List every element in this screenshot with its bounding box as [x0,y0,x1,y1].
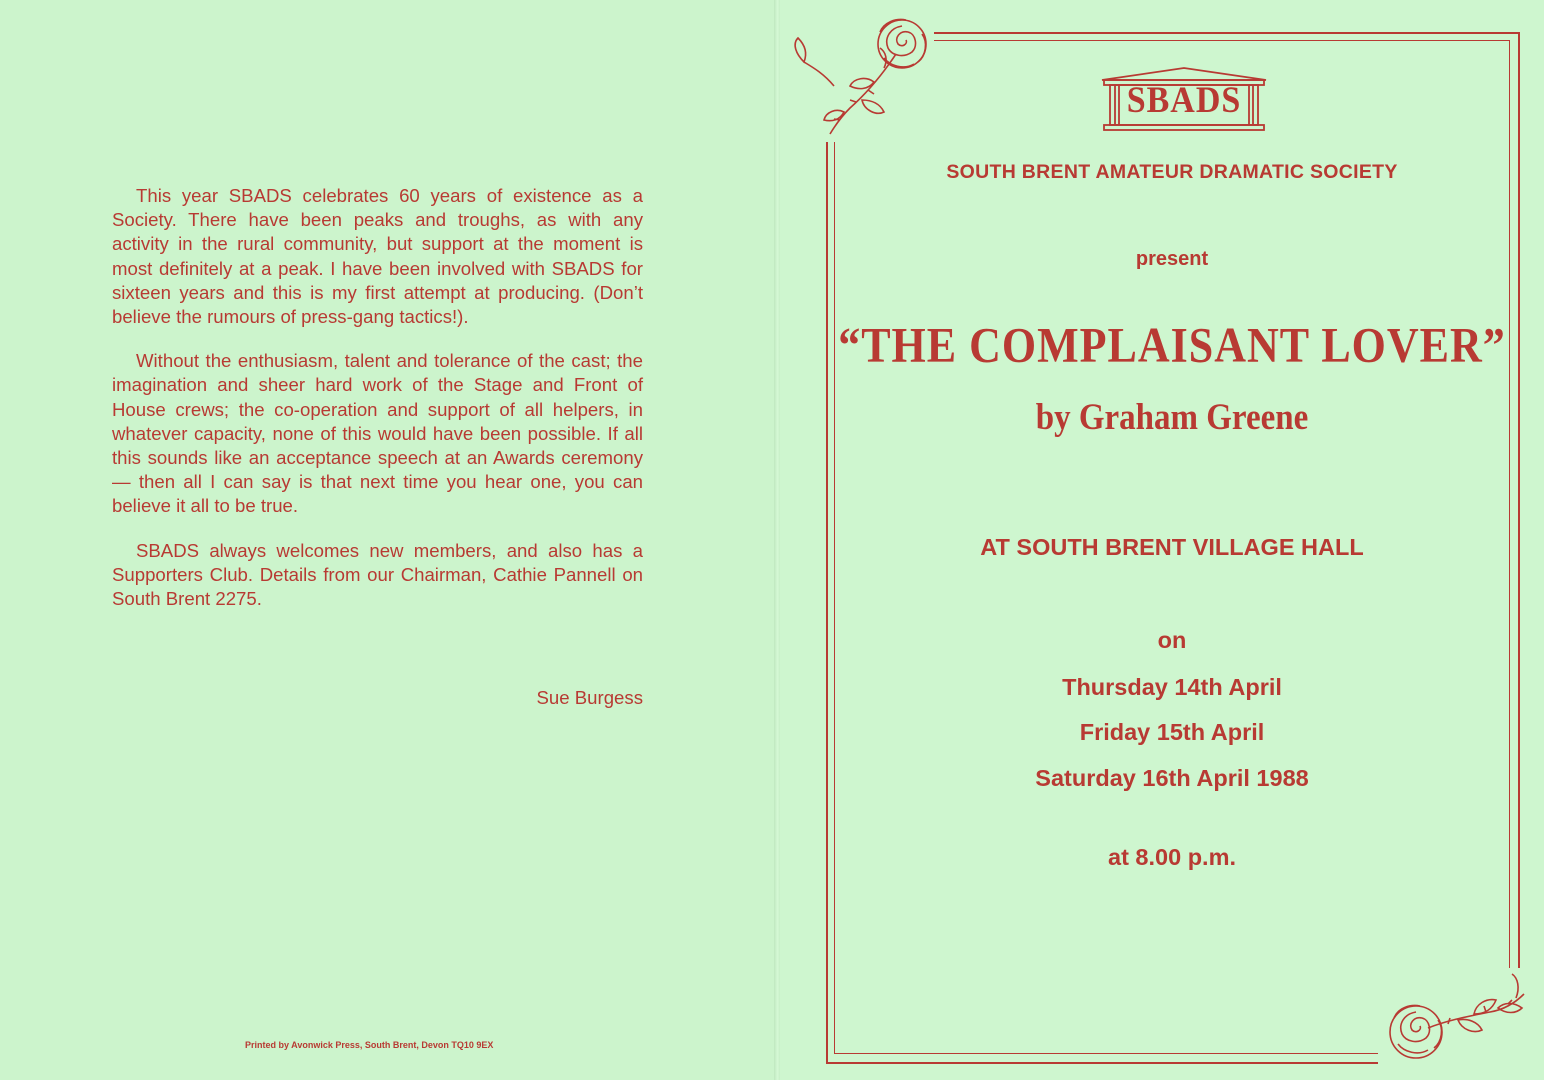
performance-date: Thursday 14th April [1062,674,1282,700]
letter-paragraph-3: SBADS always welcomes new members, and also has a Supporters Club. Details from our Chairman, Cathie Pannell on South Brent 2275. [112,539,643,610]
author-line: by Graham Greene [1035,397,1309,439]
producer-letter [112,184,643,631]
letter-paragraph-1: This year SBADS celebrates 60 years of existence as a Society. There have been peaks and troughs, as with any activity in the rural community, but support at the moment is most definitely at a peak. I have been involved with SBADS for sixteen years and this is my first attempt at producing. (Don’t believe the rumours of press-gang tactics!). [112,185,643,328]
performance-time: at 8.00 p.m. [1108,844,1236,870]
logo-wordmark: SBADS [1126,80,1242,121]
on-label: on [1157,627,1187,653]
performance-date: Friday 15th April [1079,719,1265,745]
letter-paragraph-2: Without the enthusiasm, talent and tolerance of the cast; the imagination and sheer hard work of the Stage and Front of House crews; the co-operation and support of all helpers, in whatever capacity, none of this would have been possible. If all this sounds like an acceptance speech at an Awards ceremony — then all I can say is that next time you hear one, you can believe it all to be true. [112,350,643,517]
rose-icon [1378,968,1530,1072]
performance-date: Saturday 16th April 1988 [1035,765,1309,791]
present-label: present [1135,248,1209,270]
printer-line: Printed by Avonwick Press, South Brent, Devon TQ10 9EX [245,1040,494,1050]
rose-icon [784,12,934,142]
venue: AT SOUTH BRENT VILLAGE HALL [980,534,1364,560]
play-title: “THE COMPLAISANT LOVER” [838,318,1506,373]
signature: Sue Burgess [536,687,643,708]
page-fold [774,0,780,1080]
society-name: SOUTH BRENT AMATEUR DRAMATIC SOCIETY [946,161,1398,183]
